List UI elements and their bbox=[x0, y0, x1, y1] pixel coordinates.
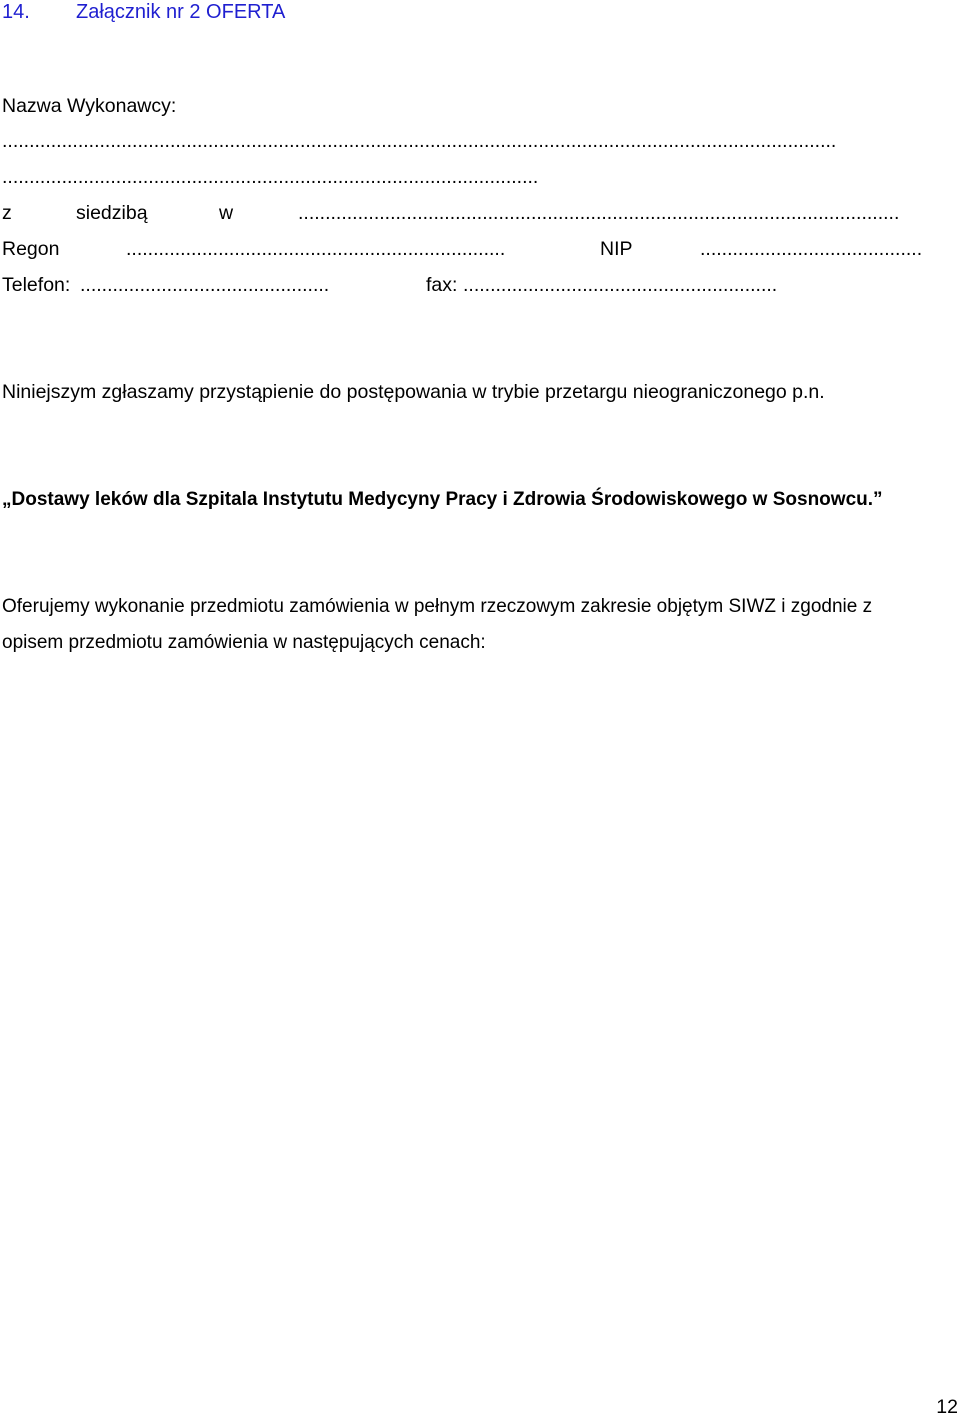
seat-z: z bbox=[2, 202, 12, 224]
declaration-text: Niniejszym zgłaszamy przystąpienie do postępowania w trybie przetargu nieograniczonego p.n. bbox=[2, 381, 825, 403]
contractor-name-line-1: .......................................................................................................................................................... bbox=[2, 132, 837, 152]
section-number: 14. bbox=[2, 1, 30, 23]
tender-title: „Dostawy leków dla Szpitala Instytutu Medycyny Pracy i Zdrowia Środowiskowego w Sosnowcu.” bbox=[2, 489, 883, 510]
contractor-name-line-2: ................................................................................................... bbox=[2, 168, 539, 188]
fax-label: fax: bbox=[426, 274, 458, 296]
nip-line: ......................................... bbox=[700, 240, 923, 260]
regon-line: ...................................................................... bbox=[126, 240, 506, 260]
nip-label: NIP bbox=[600, 238, 633, 260]
offer-line-1: Oferujemy wykonanie przedmiotu zamówienia w pełnym rzeczowym zakresie objętym SIWZ i zgodnie z bbox=[2, 596, 873, 617]
fax-line: .......................................................... bbox=[463, 276, 778, 296]
regon-label: Regon bbox=[2, 238, 60, 260]
phone-label: Telefon: bbox=[2, 274, 71, 296]
offer-line-2: opisem przedmiotu zamówienia w następujących cenach: bbox=[2, 632, 486, 653]
seat-label: siedzibą bbox=[76, 202, 148, 224]
seat-w: w bbox=[219, 202, 234, 224]
section-title: Załącznik nr 2 OFERTA bbox=[76, 1, 286, 23]
seat-line: ............................................................................................................... bbox=[298, 204, 900, 224]
phone-line: .............................................. bbox=[80, 276, 330, 296]
page-number: 12 bbox=[936, 1396, 958, 1418]
contractor-name-label: Nazwa Wykonawcy: bbox=[2, 95, 177, 117]
